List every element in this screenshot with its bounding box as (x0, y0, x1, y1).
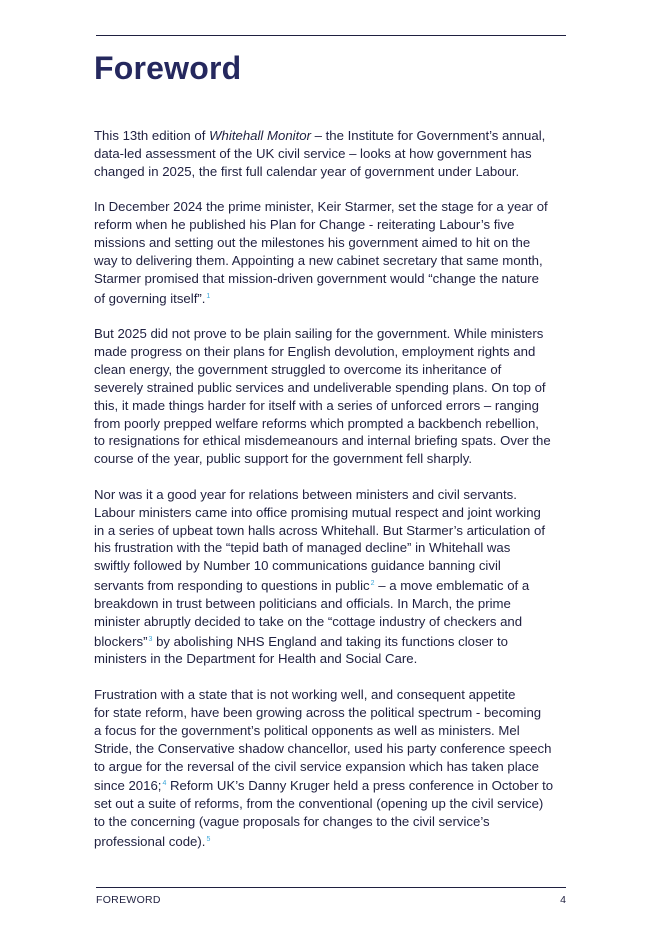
text-line (94, 722, 569, 740)
text-line (94, 270, 569, 288)
text-line (94, 775, 569, 795)
text-segment: professional code). (94, 833, 206, 849)
text-segment: his frustration with the “tepid bath of managed decline” in Whitehall was (94, 540, 511, 556)
text-line (94, 343, 569, 361)
text-segment: by abolishing NHS England and taking its functions closer to (152, 633, 508, 649)
footnote-link[interactable]: 3 (148, 635, 153, 643)
top-rule (96, 35, 566, 36)
paragraph (94, 486, 569, 668)
text-segment: made progress on their plans for English devolution, employment rights and (94, 344, 536, 360)
text-line (94, 575, 569, 595)
text-line (94, 432, 569, 450)
text-line (94, 504, 569, 522)
text-line (94, 522, 569, 540)
text-line (94, 252, 569, 270)
footnote-link[interactable]: 1 (206, 292, 211, 300)
text-line (94, 198, 569, 216)
text-line (94, 813, 569, 831)
text-segment: minister abruptly decided to take on the “cottage industry of checkers and (94, 613, 523, 629)
text-segment: Reform UK’s Danny Kruger held a press conference in October to (166, 778, 554, 794)
text-line (94, 145, 569, 163)
text-segment: ministers in the Department for Health and Social Care. (94, 651, 418, 667)
text-line (94, 595, 569, 613)
text-line (94, 361, 569, 379)
footer-section-label: FOREWORD (96, 894, 161, 906)
paragraph (94, 127, 569, 181)
text-line (94, 288, 569, 308)
footnote-link[interactable]: 4 (162, 780, 167, 788)
publication-title: Whitehall Monitor (209, 128, 311, 143)
text-segment: Starmer promised that mission-driven government would “change the nature (94, 270, 539, 286)
text-segment: reform when he published his Plan for Change - reiterating Labour’s five (94, 217, 515, 233)
text-segment: clean energy, the government struggled to overcome its inheritance of (94, 361, 502, 377)
footnote-link[interactable]: 2 (370, 580, 375, 588)
text-line (94, 397, 569, 415)
text-segment: swiftly followed by Number 10 communications guidance banning civil (94, 558, 501, 574)
text-segment: But 2025 did not prove to be plain sailing for the government. While ministers (94, 326, 544, 342)
text-segment: of governing itself”. (94, 290, 206, 306)
text-segment: breakdown in trust between politicians and officials. In March, the prime (94, 595, 511, 611)
text-segment: This 13th edition of (94, 128, 210, 143)
text-segment: – the Institute for Government’s annual, (310, 128, 546, 143)
text-line (94, 831, 569, 851)
text-line (94, 127, 569, 145)
text-segment: Labour ministers came into office promising mutual respect and joint working (94, 504, 541, 520)
text-segment: Stride, the Conservative shadow chancellor, used his party conference speech (94, 740, 552, 756)
text-line (94, 415, 569, 433)
text-segment: In December 2024 the prime minister, Keir Starmer, set the stage for a year of (94, 199, 548, 215)
text-line (94, 163, 569, 181)
footnote-link[interactable]: 5 (206, 835, 211, 843)
text-segment: a focus for the government’s political opponents as well as ministers. Mel (94, 722, 520, 738)
text-segment: set out a suite of reforms, from the conventional (opening up the civil service) (94, 796, 544, 812)
text-line (94, 379, 569, 397)
text-segment: to resignations for ethical misdemeanours and internal briefing spats. Over the (94, 433, 551, 449)
text-segment: in a series of upbeat town halls across Whitehall. But Starmer’s articulation of (94, 522, 546, 538)
text-line (94, 486, 569, 504)
page-number: 4 (560, 894, 566, 906)
text-segment: Nor was it a good year for relations between ministers and civil servants. (94, 486, 517, 502)
text-segment: data-led assessment of the UK civil service – looks at how government has (94, 145, 532, 161)
text-segment: since 2016; (94, 778, 162, 794)
text-segment: Frustration with a state that is not working well, and consequent appetite (94, 687, 516, 703)
text-segment: missions and setting out the milestones his government aimed to hit on the (94, 235, 531, 251)
text-segment: changed in 2025, the first full calendar year of government under Labour. (94, 163, 520, 179)
text-line (94, 450, 569, 468)
text-line (94, 631, 569, 651)
text-line (94, 740, 569, 758)
page-title: Foreword (94, 50, 242, 86)
footer-rule (96, 887, 566, 888)
text-line (94, 539, 569, 557)
foreword-body (94, 127, 569, 869)
text-segment: servants from responding to questions in public (94, 578, 370, 594)
text-segment: for state reform, have been growing across the political spectrum - becoming (94, 705, 542, 720)
text-line (94, 704, 569, 722)
text-line (94, 758, 569, 776)
text-segment: from poorly prepped welfare reforms which prompted a backbench rebellion, (94, 415, 539, 431)
text-line (94, 686, 569, 704)
paragraph (94, 686, 569, 851)
text-segment: blockers” (94, 633, 148, 649)
text-line (94, 795, 569, 813)
text-line (94, 325, 569, 343)
text-line (94, 613, 569, 631)
text-line (94, 650, 569, 668)
text-segment: severely strained public services and undeliverable spending plans. On top of (94, 379, 546, 395)
text-segment: to argue for the reversal of the civil service expansion which has taken place (94, 758, 539, 774)
text-segment: course of the year, public support for the government fell sharply. (94, 451, 472, 467)
text-segment: this, it made things harder for itself with a series of unforced errors – ranging (94, 397, 539, 413)
text-line (94, 234, 569, 252)
paragraph (94, 325, 569, 468)
text-line (94, 557, 569, 575)
paragraph (94, 198, 569, 307)
text-segment: – a move emblematic of a (374, 578, 530, 594)
text-segment: way to delivering them. Appointing a new cabinet secretary that same month, (94, 252, 543, 268)
text-line (94, 216, 569, 234)
text-segment: to the concerning (vague proposals for changes to the civil service’s (94, 814, 490, 830)
